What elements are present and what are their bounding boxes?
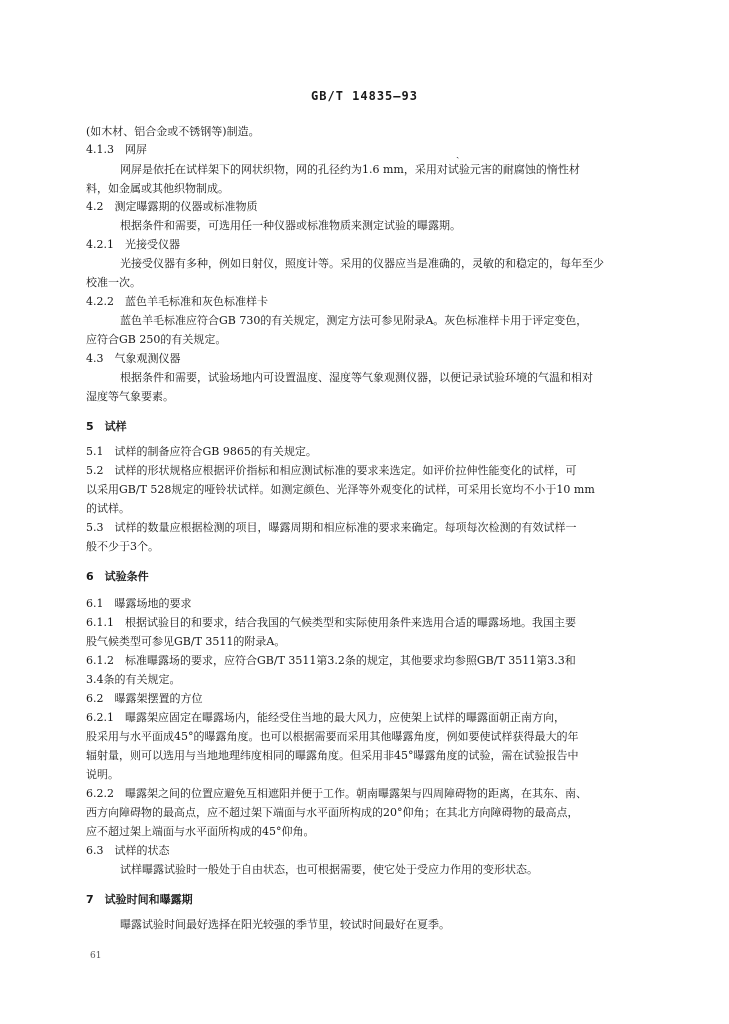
standard-number-header: GB/T 14835—93 <box>311 89 418 103</box>
text-line: 蓝色羊毛标准应符合GB 730的有关规定，测定方法可参见附录A。灰色标准样卡用于评定变色， <box>120 314 588 327</box>
text-line: 以采用GB/T 528规定的哑铃状试样。如测定颜色、光泽等外观变化的试样，可采用长宽均不小于10 mm <box>86 483 595 496</box>
text-line: 4.2.1 光接受仪器 <box>86 238 180 251</box>
text-line: 3.4条的有关规定。 <box>86 673 181 686</box>
text-line: 料，如金属或其他织物制成。 <box>86 182 229 195</box>
page-number: 61 <box>90 951 102 961</box>
text-line: 应不超过架上端面与水平面所构成的45°仰角。 <box>86 825 315 838</box>
text-line: 校准一次。 <box>86 276 141 289</box>
text-line: 6.2 曝露架摆置的方位 <box>86 692 203 705</box>
text-line: 4.2 测定曝露期的仪器或标准物质 <box>86 200 258 213</box>
text-line: (如木材、铝合金或不锈钢等)制造。 <box>86 125 260 138</box>
text-line: 西方向障碍物的最高点，应不超过架下端面与水平面所构成的20°仰角；在其北方向障碍物的最高点， <box>86 806 579 819</box>
text-line: 5.1 试样的制备应符合GB 9865的有关规定。 <box>86 445 317 458</box>
text-line: 4.1.3 网屏 <box>86 143 147 156</box>
text-line: 4.2.2 蓝色羊毛标准和灰色标准样卡 <box>86 295 268 308</box>
section-heading: 7 试验时间和曝露期 <box>86 893 193 906</box>
section-heading: 6 试验条件 <box>86 570 149 583</box>
text-line: 6.1.2 标准曝露场的要求，应符合GB/T 3511第3.2条的规定，其他要求均参照GB/T 3511第3.3和 <box>86 654 576 667</box>
text-line: 的试样。 <box>86 502 130 515</box>
text-line: 试样曝露试验时一般处于自由状态，也可根据需要，使它处于受应力作用的变形状态。 <box>120 863 538 876</box>
text-line: 应符合GB 250的有关规定。 <box>86 333 227 346</box>
text-line: 6.1 曝露场地的要求 <box>86 597 192 610</box>
text-line: 6.1.1 根据试验目的和要求，结合我国的气候类型和实际使用条件来选用合适的曝露场地。我国主要 <box>86 616 576 629</box>
text-line: 湿度等气象要素。 <box>86 390 174 403</box>
text-line: 股气候类型可参见GB/T 3511的附录A。 <box>86 635 286 648</box>
text-line: 般不少于3个。 <box>86 540 159 553</box>
section-heading: 5 试样 <box>86 420 127 433</box>
text-line: 根据条件和需要，可选用任一种仪器或标准物质来测定试验的曝露期。 <box>120 219 461 232</box>
text-line: 光接受仪器有多种，例如日射仪，照度计等。采用的仪器应当是准确的，灵敏的和稳定的，每年至少 <box>120 257 604 270</box>
text-line: 5.2 试样的形状规格应根据评价指标和相应测试标准的要求来选定。如评价拉伸性能变化的试样，可 <box>86 464 577 477</box>
text-line: 辐射量，则可以选用与当地地理纬度相同的曝露角度。但采用非45°曝露角度的试验，需在试验报告中 <box>86 749 579 762</box>
text-line: 根据条件和需要，试验场地内可设置温度、湿度等气象观测仪器，以便记录试验环境的气温和相对 <box>120 371 593 384</box>
text-line: 说明。 <box>86 768 119 781</box>
text-line: 6.3 试样的状态 <box>86 844 170 857</box>
stray-mark: ˎ <box>456 148 460 159</box>
text-line: 6.2.1 曝露架应固定在曝露场内，能经受住当地的最大风力，应使架上试样的曝露面朝正南方向， <box>86 711 565 724</box>
text-line: 6.2.2 曝露架之间的位置应避免互相遮阳并便于工作。朝南曝露架与四周障碍物的距离，在其东、南、 <box>86 787 587 800</box>
text-line: 曝露试验时间最好选择在阳光较强的季节里，较试时间最好在夏季。 <box>120 918 450 931</box>
text-line: 股采用与水平面成45°的曝露角度。也可以根据需要而采用其他曝露角度，例如要使试样获得最大的年 <box>86 730 579 743</box>
text-line: 网屏是依托在试样架下的网状织物，网的孔径约为1.6 mm，采用对试验元害的耐腐蚀的惰性材 <box>120 163 580 176</box>
text-line: 5.3 试样的数量应根据检测的项目，曝露周期和相应标准的要求来确定。每项每次检测的有效试样一 <box>86 521 577 534</box>
text-line: 4.3 气象观测仪器 <box>86 352 181 365</box>
